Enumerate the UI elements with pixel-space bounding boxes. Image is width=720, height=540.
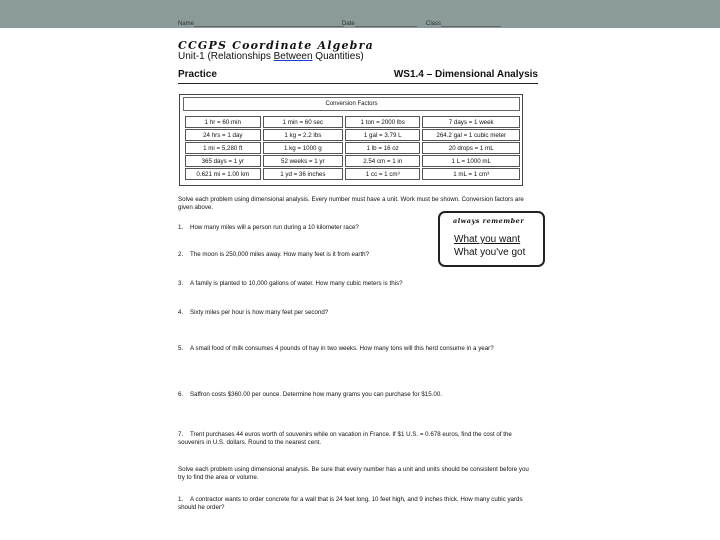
problem-text: How many miles will a person run during a 10 kilometer race? [190,224,359,231]
table-cell: 1 lb = 16 oz [345,142,420,154]
table-cell: 20 drops = 1 mL [422,142,520,154]
table-cell: 1 gal = 3.79 L [345,129,420,141]
practice-label: Practice [178,69,217,80]
problem-number: 5. [178,345,184,352]
problem-3 [178,280,538,288]
problem-text: Sixty miles per hour is how many feet per second? [190,309,329,316]
table-cell: 1 min = 60 sec [263,116,343,128]
conversion-factors-box [179,94,523,186]
table-row [185,129,520,141]
table-row [185,155,520,167]
conversion-table [183,115,522,181]
remember-line-want: What you want [454,234,521,245]
instructions-1: Solve each problem using dimensional analysis. Every number must have a unit. Work must be shown. Conversion factors are given above. [178,196,524,211]
unit-underlined: Between [273,51,313,62]
unit-title [178,51,364,62]
table-cell: 0.621 mi = 1.00 km [185,168,261,180]
remember-title: always remember [453,217,525,225]
table-cell: 1 mL = 1 cm³ [422,168,520,180]
table-cell: 365 days = 1 yr [185,155,261,167]
problem-number: 1. [178,496,184,503]
problem-text: Saffron costs $360.00 per ounce. Determine how many grams you can purchase for $15.00. [190,391,442,398]
problem-text: A family is planted to 10,000 gallons of water. How many cubic meters is this? [190,280,403,287]
table-row [185,142,520,154]
problem-number: 2. [178,251,184,258]
unit-prefix: Unit-1 (Relationships [178,51,274,62]
problem-text: A small food of milk consumes 4 pounds of hay in two weeks. How many tons will this herd consume in a year? [190,345,494,352]
table-cell: 52 weeks = 1 yr [263,155,343,167]
problem-number: 7. [178,431,184,438]
table-cell: 1 hr = 60 min [185,116,261,128]
problem-6 [178,391,538,399]
problem-number: 1. [178,224,184,231]
instructions-2: Solve each problem using dimensional analysis. Be sure that every number has a unit and units should be consistent before you try to find the area or volume. [178,466,529,481]
problem-b1 [178,496,538,512]
table-cell: 264.2 gal = 1 cubic meter [422,129,520,141]
table-cell: 1 L = 1000 mL [422,155,520,167]
unit-suffix: Quantities) [312,51,364,62]
class-label: Class [426,21,442,27]
table-cell: 1 mi = 5,280 ft [185,142,261,154]
problem-2 [178,251,436,259]
table-cell: 1 cc = 1 cm³ [345,168,420,180]
problem-text: Trent purchases 44 euros worth of souvenirs while on vacation in France. If $1 U.S. = 0.678 euros, find the cost of the souvenirs in U.S. dollars. Round to the nearest cent. [178,431,512,446]
table-row [185,116,520,128]
always-remember-box [438,211,545,267]
problem-1 [178,224,436,232]
name-field [178,20,344,27]
problem-number: 3. [178,280,184,287]
worksheet-label: WS1.4 – Dimensional Analysis [393,69,538,80]
practice-row [178,69,538,84]
class-field [426,20,501,27]
table-cell: 1 kg = 1000 g [263,142,343,154]
remember-line-got: What you've got [454,247,526,258]
problem-7 [178,431,538,447]
table-cell: 1 ton = 2000 lbs [345,116,420,128]
table-cell: 7 days = 1 week [422,116,520,128]
name-label: Name [178,21,195,27]
date-label: Date [342,21,355,27]
problem-number: 6. [178,391,184,398]
conversion-title: Conversion Factors [183,97,520,111]
table-cell: 24 hrs = 1 day [185,129,261,141]
problem-number: 4. [178,309,184,316]
date-field [342,20,417,27]
table-row [185,168,520,180]
problem-text: The moon is 250,000 miles away. How many feet is it from earth? [190,251,370,258]
table-cell: 1 yd = 36 inches [263,168,343,180]
course-title: CCGPS Coordinate Algebra [178,39,374,52]
problem-text: A contractor wants to order concrete for a wall that is 24 feet long, 10 feet high, and 9 inches thick. How many cubic yards should he order? [178,496,523,511]
table-cell: 1 kg = 2.2 lbs [263,129,343,141]
table-cell: 2.54 cm = 1 in [345,155,420,167]
problem-4 [178,309,538,317]
problem-5 [178,345,538,353]
